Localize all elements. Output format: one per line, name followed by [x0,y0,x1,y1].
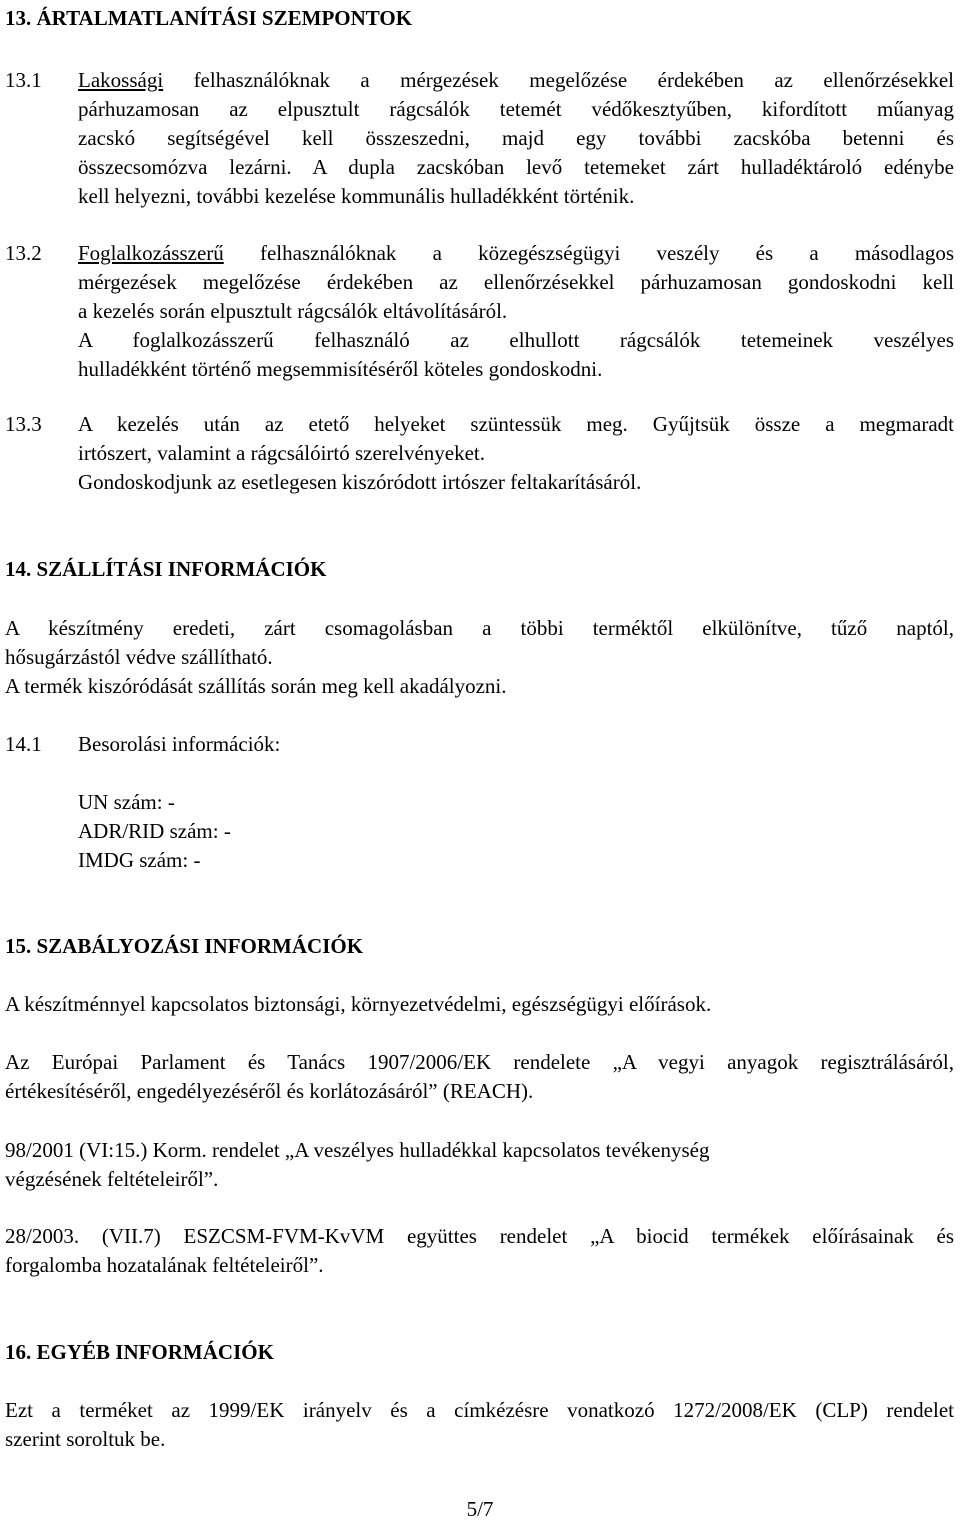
section-15-line: végzésének feltételeiről”. [5,1167,219,1191]
section-13-1-underlined: Lakossági [78,68,164,92]
section-13-1-line: kell helyezni, további kezelése kommunális hulladékként történik. [78,184,635,208]
section-15-line: 28/2003. (VII.7) ESZCSM-FVM-KvVM együttes rendelet „A biocid termékek előírásainak és [5,1224,954,1248]
section-14-1-number: 14.1 [5,732,42,756]
adr-rid-number: ADR/RID szám: - [78,819,231,843]
section-13-2-body [78,239,954,384]
section-13-2-line [78,239,954,268]
section-13-1-line: párhuzamosan az elpusztult rágcsálók tetemét védőkesztyűben, kifordított műanyag [78,97,954,121]
section-14-1-label: Besorolási információk: [78,732,281,756]
section-14-line: A készítmény eredeti, zárt csomagolásban a többi terméktől elkülönítve, tűző naptól, [5,616,954,640]
section-13-3-line: A kezelés után az etető helyeket szüntessük meg. Gyűjtsük össze a megmaradt [78,412,954,436]
section-15-para-2 [5,1048,954,1106]
section-15-line: 98/2001 (VI:15.) Korm. rendelet „A veszélyes hulladékkal kapcsolatos tevékenység [5,1138,710,1162]
section-13-2-number: 13.2 [5,241,42,265]
section-13-2-first-rest: felhasználóknak a közegészségügyi veszély és a másodlagos [223,241,954,265]
un-number: UN szám: - [78,790,175,814]
section-16-line: szerint soroltuk be. [5,1427,166,1451]
section-15-heading: 15. SZABÁLYOZÁSI INFORMÁCIÓK [5,934,364,958]
section-14-body [5,614,954,701]
section-14-heading: 14. SZÁLLÍTÁSI INFORMÁCIÓK [5,557,327,581]
section-15-line: forgalomba hozatalának feltételeiről”. [5,1253,324,1277]
section-13-3-number: 13.3 [5,412,42,436]
section-14-line: hősugárzástól védve szállítható. [5,645,273,669]
section-15-line: értékesítéséről, engedélyezéséről és korlátozásáról” (REACH). [5,1079,534,1103]
section-15-para-4 [5,1222,954,1280]
page-number: 5/7 [466,1497,494,1521]
section-15-line: A készítménnyel kapcsolatos biztonsági, környezetvédelmi, egészségügyi előírások. [5,992,712,1016]
imdg-number: IMDG szám: - [78,848,201,872]
section-13-2-line: hulladékként történő megsemmisítéséről köteles gondoskodni. [78,357,603,381]
section-14-line: A termék kiszóródását szállítás során meg kell akadályozni. [5,674,507,698]
section-13-1-line: zacskó segítségével kell összeszedni, majd egy további zacskóba betenni és [78,126,954,150]
section-16-line: Ezt a terméket az 1999/EK irányelv és a címkézésre vonatkozó 1272/2008/EK (CLP) rendelet [5,1398,954,1422]
section-13-1-number: 13.1 [5,68,42,92]
section-13-1-line: összecsomózva lezárni. A dupla zacskóban levő tetemeket zárt hulladéktároló edénybe [78,155,954,179]
section-13-heading: 13. ÁRTALMATLANÍTÁSI SZEMPONTOK [5,6,413,30]
section-13-1-first-rest: felhasználóknak a mérgezések megelőzése érdekében az ellenőrzésekkel [163,68,954,92]
section-13-2-underlined: Foglalkozásszerű [78,241,224,265]
section-13-3-line: irtószert, valamint a rágcsálóirtó szerelvényeket. [78,441,485,465]
section-16-heading: 16. EGYÉB INFORMÁCIÓK [5,1340,274,1364]
section-13-3-line: Gondoskodjunk az esetlegesen kiszóródott irtószer feltakarításáról. [78,470,642,494]
section-15-para-1 [5,990,954,1019]
section-16-body [5,1396,954,1454]
section-13-1-body [78,66,954,211]
section-13-2-line: a kezelés során elpusztult rágcsálók eltávolításáról. [78,299,508,323]
section-15-line: Az Európai Parlament és Tanács 1907/2006/EK rendelete „A vegyi anyagok regisztrálásáról, [5,1050,954,1074]
section-13-2-line: mérgezések megelőzése érdekében az ellenőrzésekkel párhuzamosan gondoskodni kell [78,270,954,294]
section-13-3-body [78,410,954,497]
section-13-2-line: A foglalkozásszerű felhasználó az elhullott rágcsálók tetemeinek veszélyes [78,328,954,352]
section-13-1-line [78,66,954,95]
section-15-para-3 [5,1136,954,1194]
